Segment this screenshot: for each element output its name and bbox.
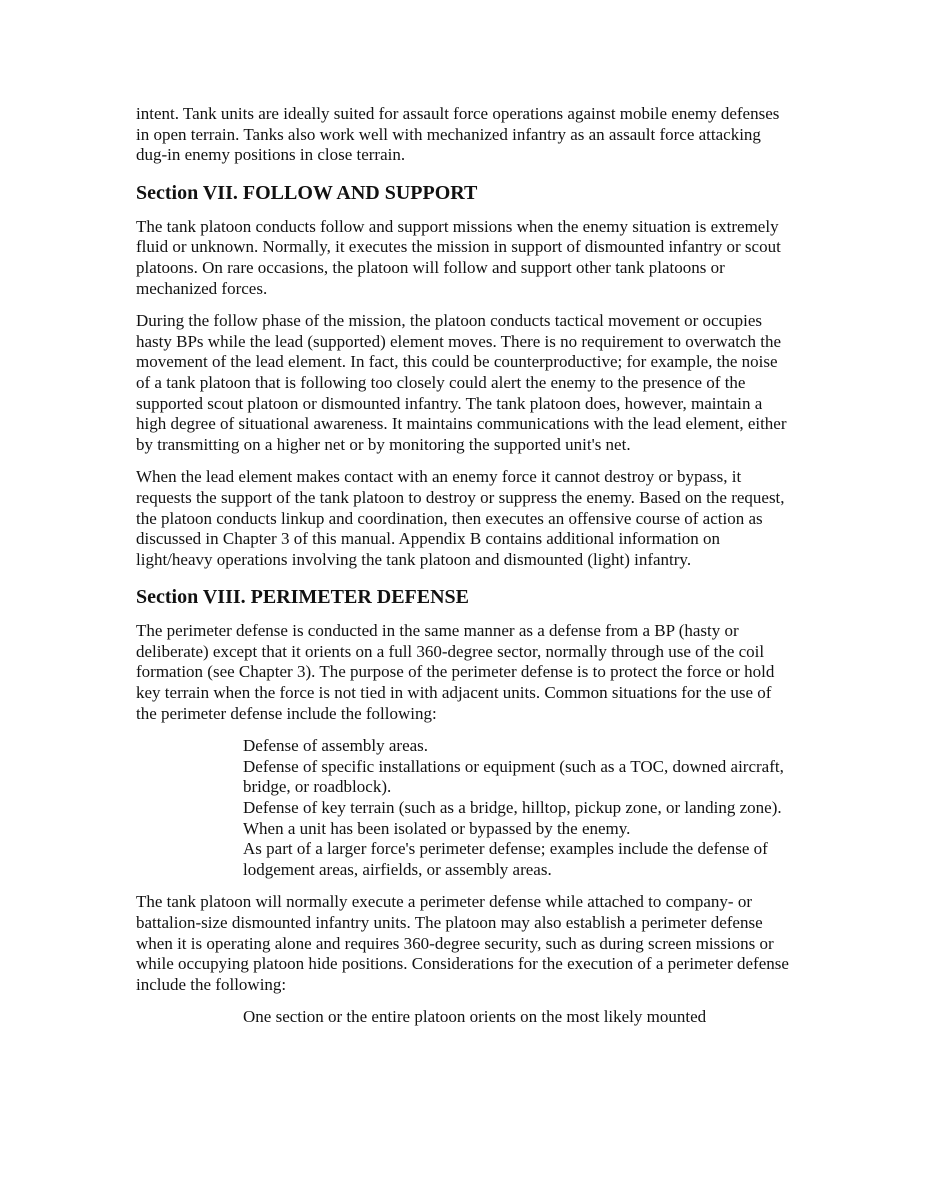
situations-list (243, 736, 791, 880)
intro-paragraph: intent. Tank units are ideally suited for assault force operations against mobile enemy defenses in open terrain. Tanks also work well with mechanized infantry as an assault force attacking dug-in enemy positions in close terrain. (136, 104, 780, 165)
list-item: Defense of key terrain (such as a bridge, hilltop, pickup zone, or landing zone). (243, 798, 782, 818)
section-viii-heading: Section VIII. PERIMETER DEFENSE (136, 586, 470, 609)
considerations-list (243, 1007, 791, 1028)
section-viii-paragraph-2: The tank platoon will normally execute a perimeter defense while attached to company- or battalion-size dismounted infantry units. The platoon may also establish a perimeter defense when it is operating alone and requires 360-degree security, such as during screen missions or while occupying platoon hide positions. Considerations for the execution of a perimeter defense include the following: (136, 892, 789, 994)
section-vii-paragraph-3: When the lead element makes contact with an enemy force it cannot destroy or bypass, it requests the support of the tank platoon to destroy or suppress the enemy. Based on the request, the platoon conducts linkup and coordination, then executes an offensive course of action as discussed in Chapter 3 of this manual. Appendix B contains additional information on light/heavy operations involving the tank platoon and dismounted (light) infantry. (136, 467, 785, 569)
list-item: One section or the entire platoon orients on the most likely mounted (243, 1007, 707, 1027)
list-item: Defense of specific installations or equipment (such as a TOC, downed aircraft, bridge, or roadblock). (243, 756, 784, 797)
list-item: When a unit has been isolated or bypassed by the enemy. (243, 818, 631, 838)
section-vii-heading: Section VII. FOLLOW AND SUPPORT (136, 181, 478, 204)
section-vii-paragraph-1: The tank platoon conducts follow and support missions when the enemy situation is extremely fluid or unknown. Normally, it executes the mission in support of dismounted infantry or scout platoons. On rare occasions, the platoon will follow and support other tank platoons or mechanized forces. (136, 216, 781, 298)
page-content (136, 104, 791, 1040)
list-item: Defense of assembly areas. (243, 736, 429, 756)
section-vii-paragraph-2: During the follow phase of the mission, the platoon conducts tactical movement or occupies hasty BPs while the lead (supported) element moves. There is no requirement to overwatch the movement of the lead element. In fact, this could be counterproductive; for example, the noise of a tank platoon that is following too closely could alert the enemy to the presence of the supported scout platoon or dismounted infantry. The tank platoon does, however, maintain a high degree of situational awareness. It maintains communications with the lead element, either by transmitting on a higher net or by monitoring the supported unit's net. (136, 311, 787, 454)
list-item: As part of a larger force's perimeter defense; examples include the defense of lodgement areas, airfields, or assembly areas. (243, 839, 768, 879)
section-viii-paragraph-1: The perimeter defense is conducted in the same manner as a defense from a BP (hasty or deliberate) except that it orients on a full 360-degree sector, normally through use of the coil formation (see Chapter 3). The purpose of the perimeter defense is to protect the force or hold key terrain when the force is not tied in with adjacent units. Common situations for the use of the perimeter defense include the following: (136, 621, 775, 723)
